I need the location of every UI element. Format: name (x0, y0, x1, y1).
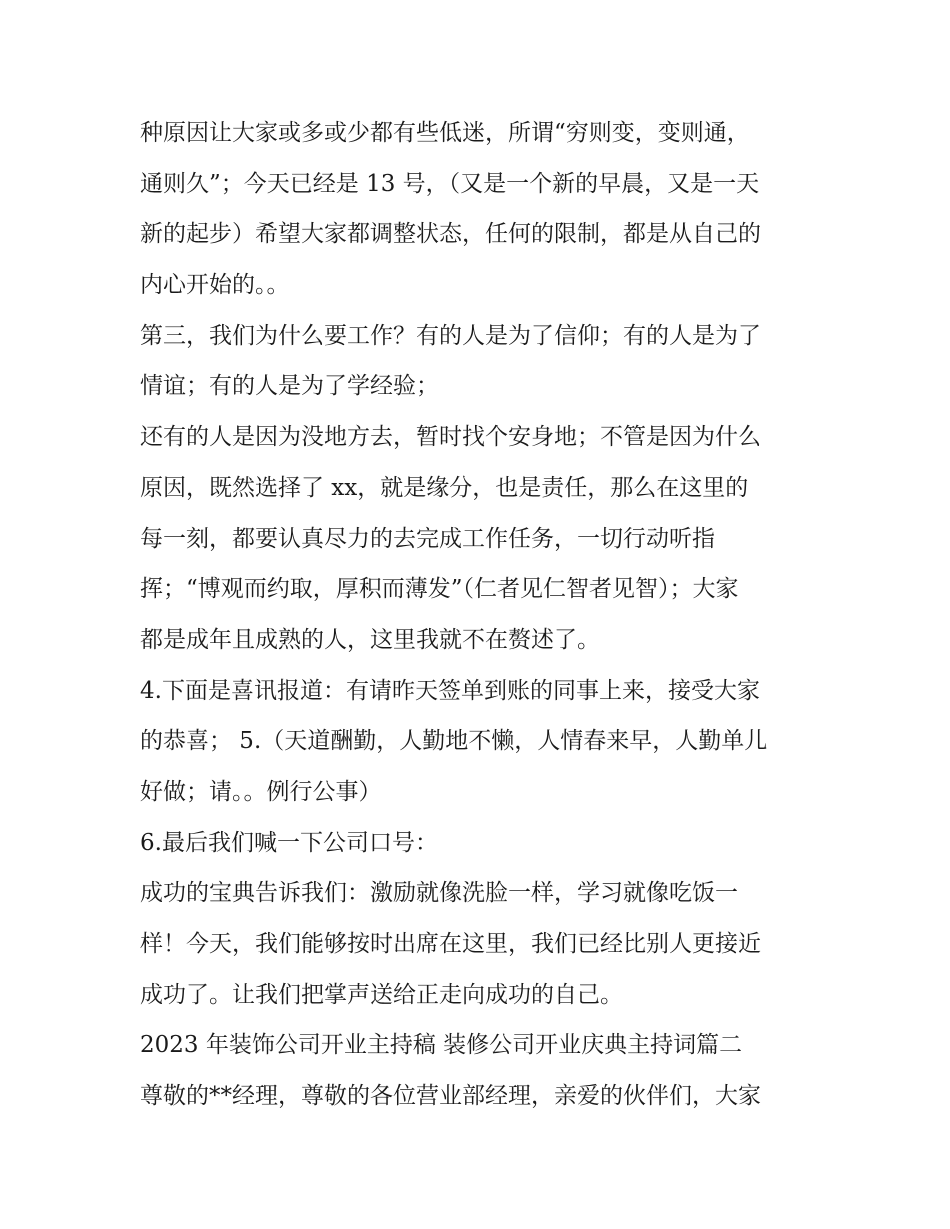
text-line: 原因，既然选择了 xx，就是缘分，也是责任，那么在这里的 (140, 474, 749, 501)
text-line: 4.下面是喜讯报道：有请昨天签单到账的同事上来，接受大家 (140, 677, 760, 704)
text-line: 种原因让大家或多或少都有些低迷，所谓“穷则变，变则通， (140, 120, 750, 146)
document-body (140, 108, 820, 1122)
text-line: 都是成年且成熟的人，这里我就不在赘述了。 (140, 626, 600, 653)
section-heading: 2023 年装饰公司开业主持稿 装修公司开业庆典主持词篇二 (140, 1032, 743, 1059)
text-line: 成功的宝典告诉我们：激励就像洗脸一样，学习就像吃饭一 (140, 880, 738, 907)
text-line: 尊敬的**经理，尊敬的各位营业部经理，亲爱的伙伴们，大家 (140, 1083, 761, 1110)
text-line: 每一刻，都要认真尽力的去完成工作任务，一切行动听指 (140, 525, 715, 552)
text-line: 6.最后我们喊一下公司口号： (140, 829, 438, 856)
text-line: 第三，我们为什么要工作？有的人是为了信仰；有的人是为了 (140, 322, 761, 349)
text-line: 通则久”；今天已经是 13 号，（又是一个新的早晨，又是一天 (140, 170, 760, 197)
text-line: 内心开始的。。 (140, 272, 290, 299)
text-line: 好做；请。。例行公事） (140, 778, 382, 805)
text-line: 成功了。让我们把掌声送给正走向成功的自己。 (140, 981, 623, 1008)
text-line: 情谊；有的人是为了学经验； (140, 373, 439, 400)
text-line: 挥；“博观而约取，厚积而薄发”（仁者见仁智者见智）；大家 (140, 576, 739, 603)
text-line: 样！今天，我们能够按时出席在这里，我们已经比别人更接近 (140, 931, 761, 957)
text-line: 新的起步）希望大家都调整状态，任何的限制，都是从自己的 (140, 221, 761, 248)
text-line: 还有的人是因为没地方去，暂时找个安身地；不管是因为什么 (140, 424, 761, 451)
text-line: 的恭喜； 5.（天道酬勤，人勤地不懒，人情春来早，人勤单儿 (140, 728, 768, 755)
